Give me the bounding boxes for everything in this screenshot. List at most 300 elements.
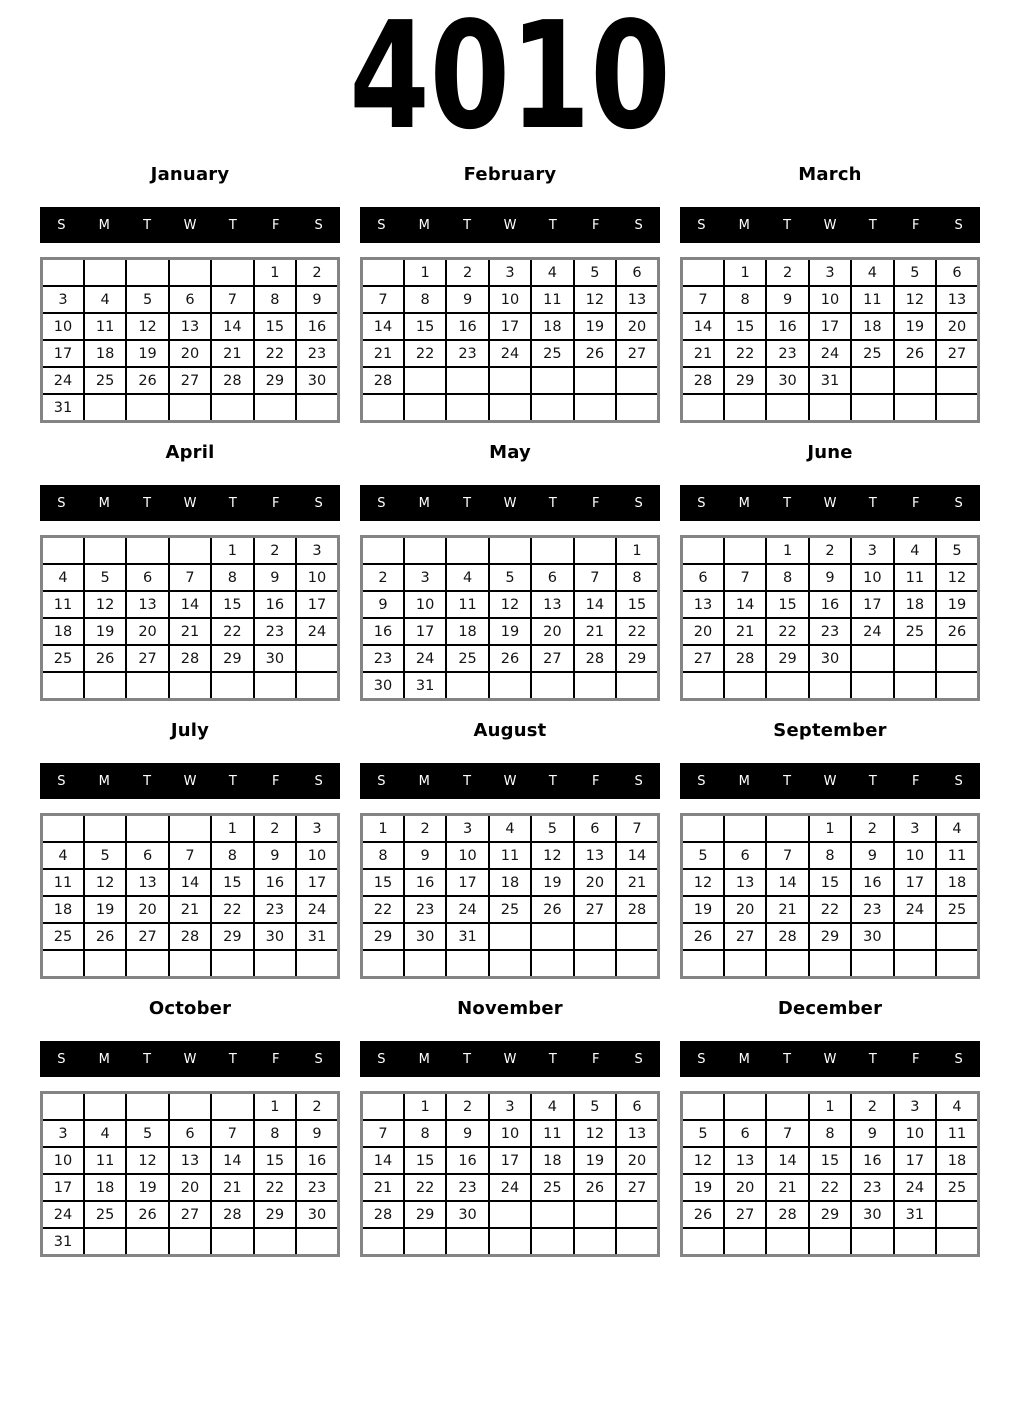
weekday-label: W [183,495,197,511]
day-cell: 21 [574,618,616,645]
empty-day-cell [574,537,616,565]
day-cell: 17 [809,313,851,340]
weekday-header-bar [680,1041,980,1077]
day-cell: 18 [894,591,936,618]
day-cell: 26 [936,618,978,645]
week-row [682,1120,979,1147]
empty-day-cell [296,672,338,700]
day-cell: 5 [574,1093,616,1121]
day-cell: 5 [489,564,531,591]
empty-day-cell [936,394,978,422]
weekday-label: S [377,773,386,789]
month-days-body [362,537,659,700]
weekday-label: T [548,773,557,789]
day-cell: 16 [766,313,808,340]
empty-day-cell [616,367,658,394]
month-days-body [682,259,979,422]
weekday-label: S [314,217,323,233]
day-cell: 9 [446,1120,488,1147]
empty-day-cell [404,1228,446,1256]
day-cell: 18 [489,869,531,896]
day-cell: 7 [724,564,766,591]
day-cell: 24 [894,1174,936,1201]
weekday-header-bar [360,207,660,243]
month-days-body [42,1093,339,1256]
week-row [682,672,979,700]
day-cell: 7 [169,564,211,591]
day-cell: 1 [404,259,446,287]
week-row [682,394,979,422]
week-row [362,537,659,565]
week-row [42,1120,339,1147]
week-row [682,313,979,340]
day-cell: 12 [84,869,126,896]
month-days-table [360,1091,660,1257]
weekday-label: F [271,1051,280,1067]
month-block-september [680,718,980,979]
week-row [42,1201,339,1228]
empty-day-cell [169,672,211,700]
weekday-label: S [697,217,706,233]
empty-day-cell [616,672,658,700]
weekday-label: T [868,773,877,789]
day-cell: 4 [531,1093,573,1121]
day-cell: 5 [894,259,936,287]
day-cell: 23 [296,1174,338,1201]
week-row [42,618,339,645]
empty-day-cell [211,672,253,700]
day-cell: 5 [531,815,573,843]
empty-day-cell [766,815,808,843]
day-cell: 23 [296,340,338,367]
week-row [42,394,339,422]
day-cell: 22 [724,340,766,367]
empty-day-cell [682,394,724,422]
day-cell: 15 [809,1147,851,1174]
week-row [362,923,659,950]
week-row [42,815,339,843]
weekday-label: S [954,495,963,511]
week-row [682,1147,979,1174]
day-cell: 30 [362,672,404,700]
month-days-table [680,1091,980,1257]
day-cell: 8 [254,1120,296,1147]
day-cell: 11 [531,1120,573,1147]
day-cell: 14 [766,1147,808,1174]
month-days-table [360,813,660,979]
day-cell: 25 [936,1174,978,1201]
week-row [682,259,979,287]
day-cell: 29 [211,645,253,672]
month-days-body [42,815,339,978]
empty-day-cell [531,367,573,394]
day-cell: 20 [126,618,168,645]
day-cell: 16 [254,869,296,896]
day-cell: 28 [211,1201,253,1228]
week-row [42,367,339,394]
day-cell: 17 [296,591,338,618]
day-cell: 20 [616,1147,658,1174]
day-cell: 17 [42,340,84,367]
week-row [362,286,659,313]
empty-day-cell [531,672,573,700]
day-cell: 23 [254,618,296,645]
month-days-table [40,535,340,701]
day-cell: 9 [766,286,808,313]
week-row [362,842,659,869]
day-cell: 5 [84,564,126,591]
day-cell: 15 [211,591,253,618]
empty-day-cell [766,950,808,978]
month-days-table [680,257,980,423]
day-cell: 20 [169,340,211,367]
day-cell: 6 [616,259,658,287]
day-cell: 6 [531,564,573,591]
day-cell: 3 [42,286,84,313]
weekday-header-bar [680,763,980,799]
day-cell: 18 [531,313,573,340]
week-row [42,842,339,869]
day-cell: 1 [254,259,296,287]
empty-day-cell [126,394,168,422]
month-name: March [798,164,862,185]
day-cell: 6 [682,564,724,591]
empty-day-cell [851,1228,893,1256]
day-cell: 18 [446,618,488,645]
day-cell: 9 [851,842,893,869]
day-cell: 26 [574,340,616,367]
day-cell: 10 [446,842,488,869]
day-cell: 30 [404,923,446,950]
month-block-march [680,162,980,423]
empty-day-cell [682,1228,724,1256]
weekday-label: T [228,495,237,511]
month-days-body [42,259,339,422]
day-cell: 28 [574,645,616,672]
weekday-label: W [503,773,517,789]
day-cell: 23 [851,896,893,923]
day-cell: 30 [766,367,808,394]
empty-day-cell [84,950,126,978]
weekday-label: M [738,495,750,511]
empty-day-cell [489,1201,531,1228]
weekday-label: M [418,495,430,511]
weekday-label: S [57,495,66,511]
day-cell: 4 [489,815,531,843]
week-row [42,259,339,287]
empty-day-cell [42,672,84,700]
day-cell: 16 [446,313,488,340]
weekday-label: F [271,495,280,511]
empty-day-cell [362,1093,404,1121]
week-row [682,1174,979,1201]
day-cell: 7 [574,564,616,591]
day-cell: 12 [84,591,126,618]
weekday-label: S [314,1051,323,1067]
day-cell: 1 [404,1093,446,1121]
day-cell: 29 [809,923,851,950]
day-cell: 30 [851,923,893,950]
day-cell: 24 [446,896,488,923]
day-cell: 3 [809,259,851,287]
day-cell: 16 [851,1147,893,1174]
empty-day-cell [446,950,488,978]
day-cell: 20 [574,869,616,896]
day-cell: 18 [531,1147,573,1174]
day-cell: 17 [894,869,936,896]
day-cell: 9 [446,286,488,313]
empty-day-cell [936,1201,978,1228]
empty-day-cell [42,537,84,565]
week-row [682,564,979,591]
day-cell: 20 [616,313,658,340]
month-name: November [457,998,563,1019]
day-cell: 27 [126,645,168,672]
day-cell: 27 [616,1174,658,1201]
weekday-label: T [783,217,792,233]
day-cell: 30 [809,645,851,672]
week-row [42,313,339,340]
month-block-may [360,440,660,701]
day-cell: 28 [169,645,211,672]
day-cell: 3 [296,815,338,843]
day-cell: 2 [851,1093,893,1121]
week-row [682,815,979,843]
day-cell: 30 [254,923,296,950]
day-cell: 14 [574,591,616,618]
day-cell: 19 [531,869,573,896]
day-cell: 17 [894,1147,936,1174]
day-cell: 27 [169,1201,211,1228]
weekday-label: M [98,773,110,789]
day-cell: 17 [489,1147,531,1174]
day-cell: 8 [616,564,658,591]
day-cell: 11 [894,564,936,591]
week-row [682,367,979,394]
day-cell: 2 [766,259,808,287]
month-name: January [150,164,230,185]
day-cell: 25 [42,645,84,672]
weekday-label: S [954,1051,963,1067]
weekday-label: F [591,773,600,789]
week-row [42,923,339,950]
weekday-header-bar [360,1041,660,1077]
weekday-label: T [868,1051,877,1067]
day-cell: 3 [489,259,531,287]
day-cell: 7 [362,1120,404,1147]
day-cell: 22 [766,618,808,645]
month-name: February [463,164,557,185]
empty-day-cell [574,923,616,950]
empty-day-cell [531,1201,573,1228]
empty-day-cell [404,394,446,422]
weekday-label: F [911,217,920,233]
empty-day-cell [404,950,446,978]
day-cell: 26 [84,645,126,672]
day-cell: 12 [489,591,531,618]
day-cell: 11 [42,591,84,618]
day-cell: 30 [446,1201,488,1228]
day-cell: 3 [894,1093,936,1121]
day-cell: 2 [809,537,851,565]
day-cell: 25 [84,1201,126,1228]
empty-day-cell [254,1228,296,1256]
week-row [362,1228,659,1256]
empty-day-cell [84,537,126,565]
empty-day-cell [936,1228,978,1256]
day-cell: 30 [254,645,296,672]
day-cell: 24 [296,896,338,923]
weekday-label: T [548,495,557,511]
day-cell: 16 [296,313,338,340]
month-name: May [489,442,531,463]
empty-day-cell [682,950,724,978]
weekday-label: T [143,1051,152,1067]
day-cell: 4 [84,286,126,313]
day-cell: 23 [404,896,446,923]
day-cell: 17 [489,313,531,340]
day-cell: 6 [169,286,211,313]
day-cell: 11 [84,313,126,340]
day-cell: 19 [936,591,978,618]
day-cell: 15 [809,869,851,896]
week-row [682,869,979,896]
week-row [42,672,339,700]
calendar-page [0,2,1020,1257]
day-cell: 6 [724,842,766,869]
day-cell: 29 [362,923,404,950]
empty-day-cell [42,1093,84,1121]
day-cell: 21 [724,618,766,645]
day-cell: 4 [446,564,488,591]
empty-day-cell [446,1228,488,1256]
month-block-december [680,996,980,1257]
day-cell: 27 [936,340,978,367]
month-block-november [360,996,660,1257]
month-days-table [40,813,340,979]
empty-day-cell [724,537,766,565]
day-cell: 16 [404,869,446,896]
week-row [362,564,659,591]
weekday-header-bar [360,763,660,799]
day-cell: 2 [296,259,338,287]
month-days-body [682,815,979,978]
month-days-body [362,259,659,422]
day-cell: 18 [42,896,84,923]
weekday-label: T [143,217,152,233]
day-cell: 23 [446,1174,488,1201]
day-cell: 9 [404,842,446,869]
empty-day-cell [936,950,978,978]
day-cell: 23 [446,340,488,367]
day-cell: 10 [489,1120,531,1147]
empty-day-cell [84,815,126,843]
weekday-label: S [634,217,643,233]
day-cell: 11 [531,286,573,313]
weekday-label: M [98,495,110,511]
empty-day-cell [362,259,404,287]
day-cell: 20 [126,896,168,923]
day-cell: 6 [574,815,616,843]
week-row [682,286,979,313]
day-cell: 12 [936,564,978,591]
empty-day-cell [211,950,253,978]
empty-day-cell [766,672,808,700]
day-cell: 9 [362,591,404,618]
day-cell: 4 [894,537,936,565]
week-row [362,618,659,645]
weekday-header-bar [40,485,340,521]
empty-day-cell [616,1201,658,1228]
day-cell: 8 [404,1120,446,1147]
empty-day-cell [296,394,338,422]
empty-day-cell [84,1228,126,1256]
month-days-table [360,535,660,701]
empty-day-cell [851,672,893,700]
day-cell: 31 [894,1201,936,1228]
day-cell: 10 [42,1147,84,1174]
day-cell: 25 [894,618,936,645]
day-cell: 14 [766,869,808,896]
day-cell: 19 [574,313,616,340]
day-cell: 11 [936,1120,978,1147]
empty-day-cell [169,815,211,843]
week-row [362,1201,659,1228]
weekday-label: M [418,773,430,789]
day-cell: 10 [809,286,851,313]
day-cell: 31 [446,923,488,950]
day-cell: 12 [574,1120,616,1147]
day-cell: 4 [84,1120,126,1147]
empty-day-cell [169,950,211,978]
day-cell: 5 [126,286,168,313]
day-cell: 23 [766,340,808,367]
day-cell: 7 [682,286,724,313]
empty-day-cell [682,815,724,843]
day-cell: 21 [211,340,253,367]
weekday-label: M [98,217,110,233]
day-cell: 10 [296,842,338,869]
empty-day-cell [616,1228,658,1256]
day-cell: 20 [169,1174,211,1201]
empty-day-cell [211,1228,253,1256]
day-cell: 25 [446,645,488,672]
empty-day-cell [616,923,658,950]
empty-day-cell [489,537,531,565]
week-row [682,842,979,869]
empty-day-cell [254,672,296,700]
day-cell: 8 [362,842,404,869]
day-cell: 28 [724,645,766,672]
day-cell: 21 [616,869,658,896]
empty-day-cell [126,259,168,287]
day-cell: 17 [42,1174,84,1201]
day-cell: 20 [936,313,978,340]
day-cell: 14 [362,313,404,340]
day-cell: 13 [531,591,573,618]
day-cell: 15 [766,591,808,618]
day-cell: 30 [296,1201,338,1228]
empty-day-cell [446,394,488,422]
day-cell: 28 [766,923,808,950]
weekday-label: S [954,217,963,233]
week-row [682,896,979,923]
day-cell: 21 [169,618,211,645]
day-cell: 6 [169,1120,211,1147]
day-cell: 20 [724,1174,766,1201]
day-cell: 22 [809,896,851,923]
empty-day-cell [894,367,936,394]
